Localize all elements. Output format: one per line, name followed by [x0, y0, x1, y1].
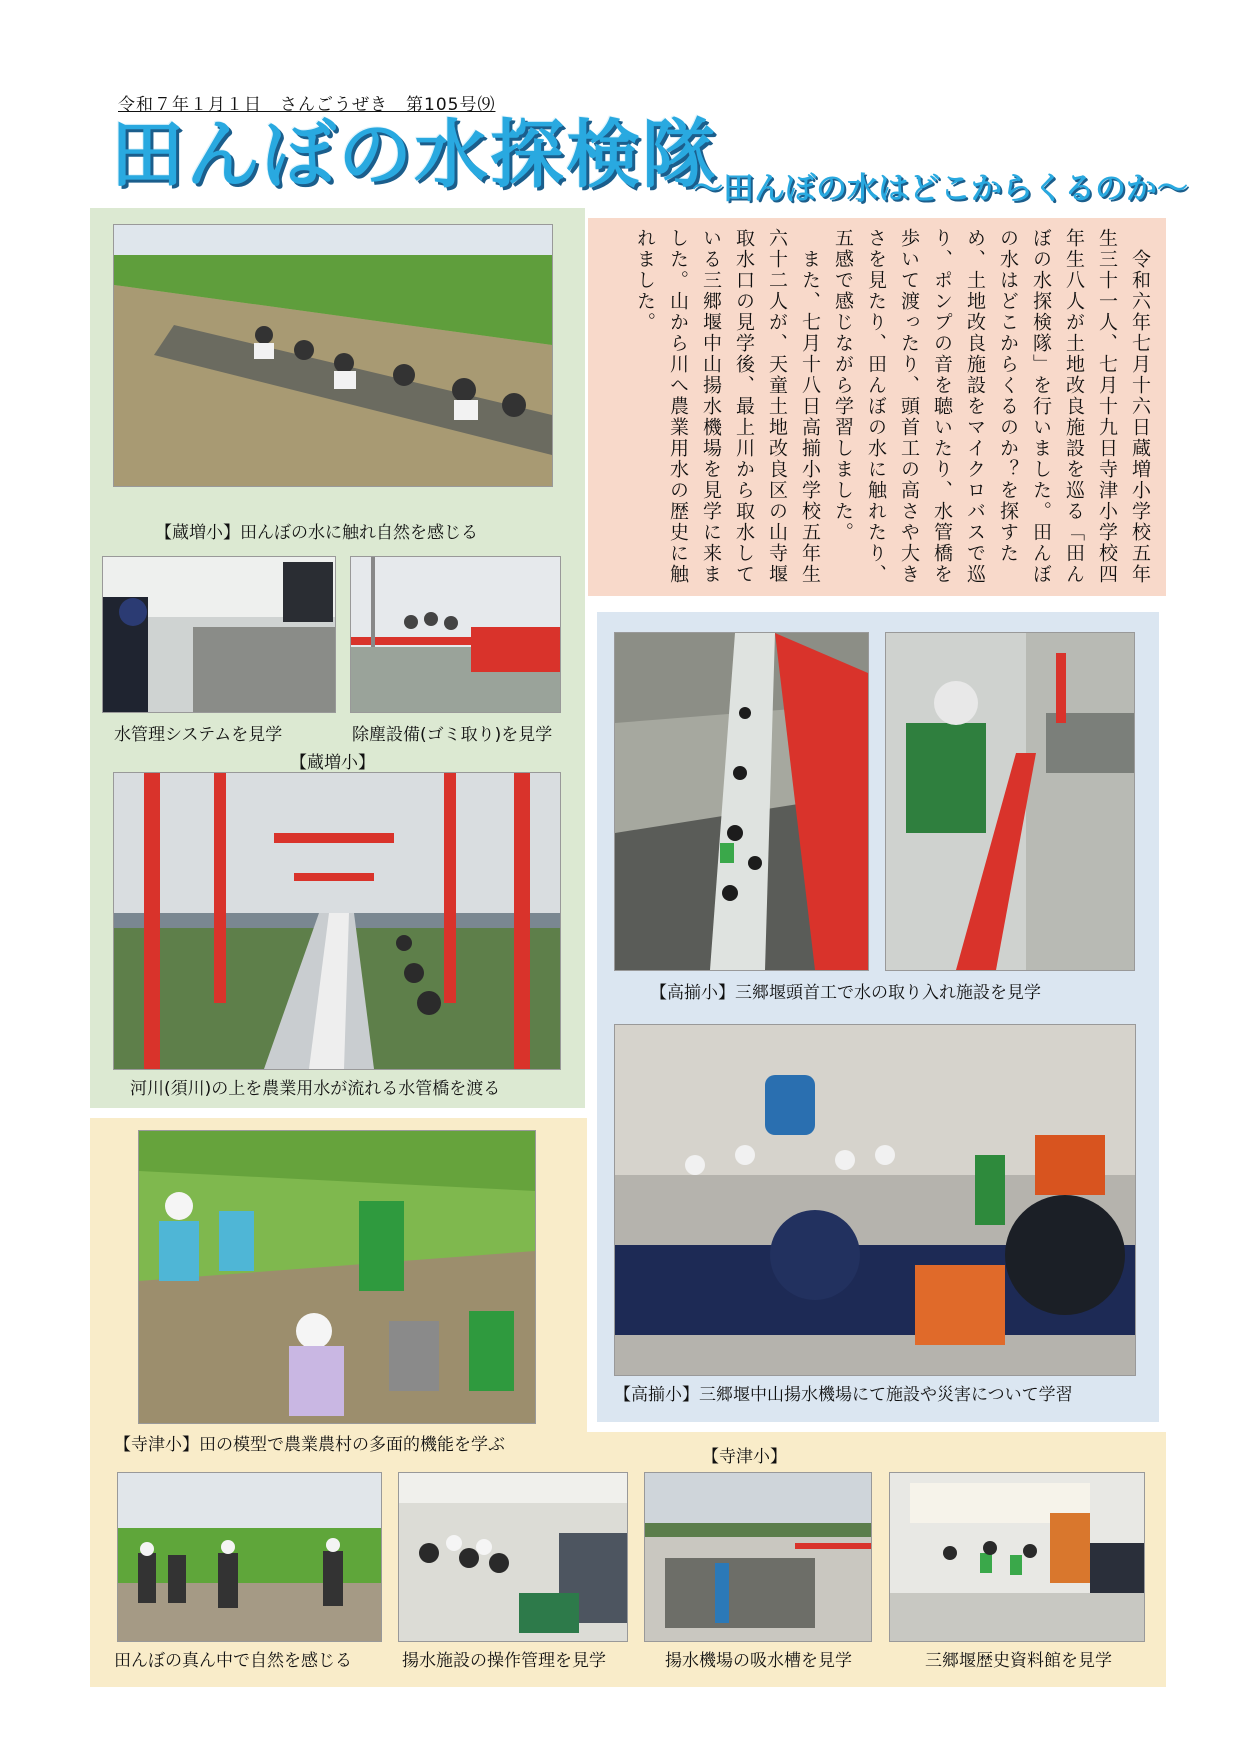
- caption-takatsuki-1: 【高揃小】三郷堰頭首工で水の取り入れ施設を見学: [650, 983, 1041, 1003]
- issue-header: 令和７年１月１日 さんごうぜき 第105号⑼: [118, 95, 496, 115]
- caption-kuramasu-2: 水管理システムを見学: [114, 725, 283, 745]
- caption-takatsuki-2: 【高揃小】三郷堰中山揚水機場にて施設や災害について学習: [614, 1385, 1073, 1405]
- caption-teratsu-3: 揚水施設の操作管理を見学: [402, 1651, 606, 1671]
- photo-paddy-field-kids: [117, 1472, 382, 1642]
- photo-pumping-station: [614, 1024, 1136, 1376]
- caption-teratsu-2: 田んぼの真ん中で自然を感じる: [114, 1651, 352, 1671]
- photo-water-management-room: [102, 556, 336, 713]
- caption-kuramasu-label: 【蔵増小】: [290, 753, 375, 773]
- caption-kuramasu-4: 河川(須川)の上を農業用水が流れる水管橋を渡る: [130, 1079, 501, 1099]
- photo-paddy-waterway: [113, 224, 553, 487]
- photo-pipe-bridge: [113, 772, 561, 1070]
- article-paragraph: また、七月十八日高揃小学校五年生六十二人が、天童土地改良区の山寺堰取水口の見学後、最上川から取水している三郷堰中山揚水機場を見学に来ました。山から川へ農業用水の歴史に触れました。: [634, 228, 821, 585]
- caption-teratsu-label: 【寺津小】: [702, 1447, 787, 1467]
- article-paragraph: 令和六年七月十六日蔵増小学校五年生三十一人、七月十九日寺津小学校四年生八人が土地改良施設を巡る「田んぼの水探検隊」を行いました。田んぼの水はどこからくるのか？を探すため、土地改良施設をマイクロバスで巡り、ポンプの音を聴いたり、水管橋を歩いて渡ったり、頭首工の高さや大きさを見たり、田んぼの水に触れたり、五感で感じながら学習しました。: [832, 228, 1151, 585]
- page-title: 田んぼの水探検隊: [110, 112, 718, 198]
- photo-dust-removal: [350, 556, 561, 713]
- photo-pump-control: [398, 1472, 628, 1642]
- caption-kuramasu-1: 【蔵増小】田んぼの水に触れ自然を感じる: [155, 523, 478, 543]
- caption-kuramasu-3: 除塵設備(ゴミ取り)を見学: [352, 725, 553, 745]
- caption-teratsu-5: 三郷堰歴史資料館を見学: [925, 1651, 1112, 1671]
- photo-paddy-model: [138, 1130, 536, 1424]
- photo-headworks-walkway: [614, 632, 869, 971]
- photo-headworks-railing: [885, 632, 1135, 971]
- photo-history-museum: [889, 1472, 1145, 1642]
- article-body: [596, 228, 1156, 588]
- caption-teratsu-1: 【寺津小】田の模型で農業農村の多面的機能を学ぶ: [114, 1435, 505, 1455]
- photo-intake-tank: [644, 1472, 872, 1642]
- page-subtitle: ～田んぼの水はどこからくるのか～: [692, 171, 1188, 207]
- caption-teratsu-4: 揚水機場の吸水槽を見学: [665, 1651, 852, 1671]
